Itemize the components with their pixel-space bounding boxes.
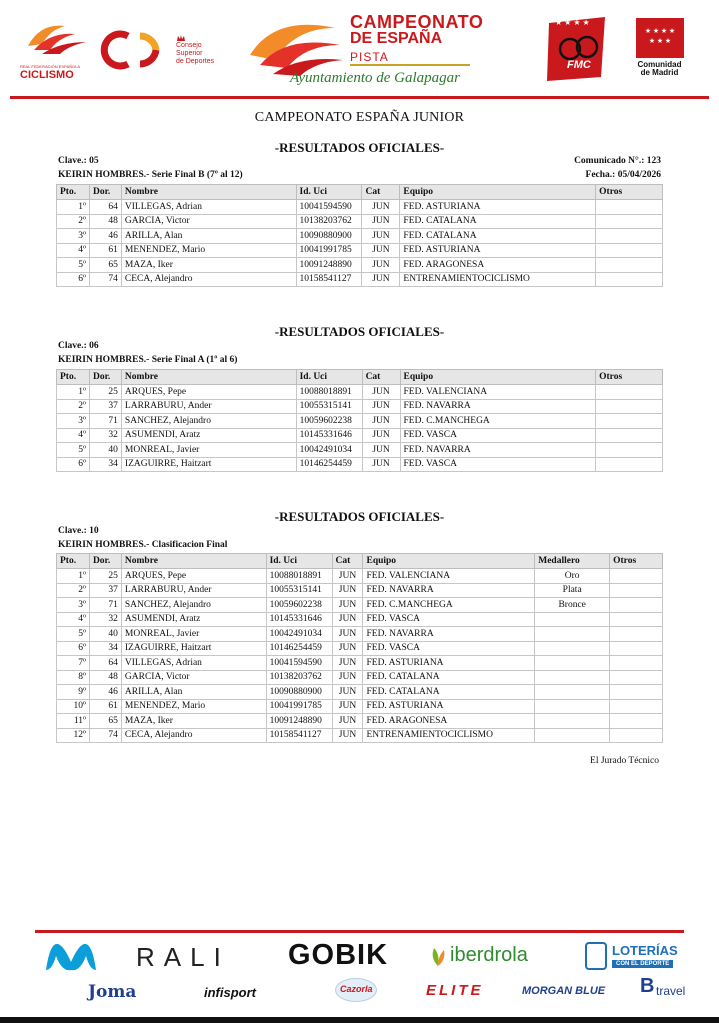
cell-nombre: CECA, Alejandro (121, 272, 296, 287)
cell-equipo: FED. C.MANCHEGA (400, 414, 596, 429)
cell-pto: 1º (57, 200, 90, 215)
cell-dor: 61 (89, 243, 121, 258)
col-pto: Pto. (57, 185, 90, 200)
section1-comunicado: Comunicado N°.: 123 (574, 156, 661, 166)
cell-pto: 4º (57, 612, 90, 627)
cell-equipo: FED. NAVARRA (400, 443, 596, 458)
cell-nombre: ARQUES, Pepe (121, 569, 266, 584)
cell-pto: 6º (57, 641, 90, 656)
section1-clave: Clave.: 05 (58, 156, 99, 166)
cell-equipo: FED. NAVARRA (400, 399, 596, 414)
header-divider (10, 96, 709, 99)
cell-dor: 37 (89, 583, 121, 598)
cell-otros (596, 214, 663, 229)
col-cat: Cat (362, 370, 400, 385)
table-row (57, 583, 663, 598)
cell-id-uci: 10042491034 (266, 627, 332, 642)
cell-equipo: FED. CATALANA (400, 214, 596, 229)
iberdrola-logo: iberdrola (450, 944, 528, 966)
cell-cat: JUN (332, 569, 363, 584)
cell-pto: 4º (57, 243, 90, 258)
cell-id-uci: 10059602238 (296, 414, 362, 429)
cell-dor: 48 (89, 670, 121, 685)
cell-otros (610, 685, 663, 700)
cell-equipo: FED. ARAGONESA (400, 258, 596, 273)
footer-divider (35, 930, 684, 933)
gobik-logo: GOBIK (288, 939, 389, 971)
col-equipo: Equipo (400, 185, 596, 200)
campeonato-divider (350, 64, 470, 66)
cell-nombre: SANCHEZ, Alejandro (121, 598, 266, 613)
cell-otros (596, 229, 663, 244)
results-table-2 (56, 369, 663, 472)
table-row (57, 457, 663, 472)
cell-dor: 40 (89, 443, 121, 458)
cell-nombre: CECA, Alejandro (121, 728, 266, 743)
table-row (57, 714, 663, 729)
cell-nombre: ARILLA, Alan (121, 229, 296, 244)
col-dor: Dor. (89, 185, 121, 200)
table-row (57, 272, 663, 287)
cell-pto: 7º (57, 656, 90, 671)
cell-equipo: FED. CATALANA (363, 670, 535, 685)
cell-otros (596, 457, 663, 472)
morgan-blue-logo: MORGAN BLUE (522, 985, 606, 997)
cell-id-uci: 10138203762 (296, 214, 362, 229)
table-row (57, 258, 663, 273)
cell-nombre: LARRABURU, Ander (121, 583, 266, 598)
cell-otros (596, 243, 663, 258)
galapagar-text: Ayuntamiento de Galapagar (290, 70, 460, 86)
comunidad-madrid-logo (632, 18, 687, 83)
cell-equipo: FED. ARAGONESA (363, 714, 535, 729)
cell-cat: JUN (362, 428, 400, 443)
section1-heading: -RESULTADOS OFICIALES- (274, 140, 445, 155)
col-dor: Dor. (89, 370, 121, 385)
section2-clave: Clave.: 06 (58, 341, 99, 351)
col-dor: Dor. (89, 554, 121, 569)
cell-cat: JUN (332, 714, 363, 729)
cell-nombre: MENENDEZ, Mario (121, 243, 296, 258)
table-row (57, 685, 663, 700)
cell-pto: 11º (57, 714, 90, 729)
cell-pto: 4º (57, 428, 90, 443)
fmc-shield-icon (545, 15, 610, 85)
table-row (57, 670, 663, 685)
table-row (57, 243, 663, 258)
cell-otros (610, 670, 663, 685)
cell-equipo: FED. NAVARRA (363, 627, 535, 642)
cell-otros (610, 569, 663, 584)
rfec-logo (20, 18, 95, 81)
fmc-text: FMC (567, 59, 591, 71)
cell-id-uci: 10158541127 (266, 728, 332, 743)
cell-otros (596, 443, 663, 458)
cell-nombre: IZAGUIRRE, Haitzart (121, 457, 296, 472)
cell-medallero: Bronce (535, 598, 610, 613)
cell-pto: 1º (57, 569, 90, 584)
cell-pto: 8º (57, 670, 90, 685)
cell-nombre: ARQUES, Pepe (121, 385, 296, 400)
cell-cat: JUN (362, 414, 400, 429)
cell-otros (610, 656, 663, 671)
col-id-uci: Id. Uci (296, 370, 362, 385)
cell-medallero: Oro (535, 569, 610, 584)
cell-dor: 34 (89, 641, 121, 656)
cell-dor: 32 (89, 612, 121, 627)
cell-id-uci: 10042491034 (296, 443, 362, 458)
cell-dor: 71 (89, 414, 121, 429)
table-row (57, 229, 663, 244)
infisport-logo: infisport (204, 985, 256, 1000)
cell-equipo: FED. VALENCIANA (400, 385, 596, 400)
cell-medallero (535, 656, 610, 671)
madrid-stars-icon: ★ ★ ★ ★ ★ ★ ★ (636, 18, 684, 58)
col-otros: Otros (610, 554, 663, 569)
section3-clave: Clave.: 10 (58, 526, 99, 536)
cell-id-uci: 10145331646 (266, 612, 332, 627)
campeonato-line1: CAMPEONATO (350, 12, 484, 32)
cell-cat: JUN (332, 685, 363, 700)
table-header (57, 554, 663, 569)
cell-dor: 64 (89, 656, 121, 671)
cam-line2: de Madrid (640, 68, 679, 77)
cell-dor: 48 (89, 214, 121, 229)
cell-equipo: FED. ASTURIANA (363, 699, 535, 714)
col-nombre: Nombre (121, 370, 296, 385)
csd-line3: de Deportes (176, 58, 215, 65)
bottom-bar (0, 1017, 719, 1023)
movistar-m-icon (42, 938, 100, 974)
col-medallero: Medallero (535, 554, 610, 569)
cell-pto: 10º (57, 699, 90, 714)
cell-equipo: FED. NAVARRA (363, 583, 535, 598)
cell-otros (596, 200, 663, 215)
table-row (57, 598, 663, 613)
cell-dor: 65 (89, 714, 121, 729)
cell-cat: JUN (362, 443, 400, 458)
movistar-logo (42, 938, 100, 974)
cell-cat: JUN (362, 258, 400, 273)
cell-cat: JUN (332, 670, 363, 685)
jurado-signature: El Jurado Técnico (590, 756, 659, 766)
table-body (57, 569, 663, 743)
cell-nombre: MAZA, Iker (121, 714, 266, 729)
table-row (57, 627, 663, 642)
cell-id-uci: 10091248890 (296, 258, 362, 273)
cell-id-uci: 10041594590 (296, 200, 362, 215)
cell-cat: JUN (362, 399, 400, 414)
cell-nombre: ASUMENDI, Aratz (121, 428, 296, 443)
svg-text:★ ★ ★ ★: ★ ★ ★ ★ (555, 18, 590, 27)
section1-fecha: Fecha.: 05/04/2026 (585, 170, 661, 180)
table-row (57, 428, 663, 443)
cell-cat: JUN (332, 598, 363, 613)
cell-nombre: IZAGUIRRE, Haitzart (121, 641, 266, 656)
csd-line2: Superior (176, 50, 203, 57)
cell-nombre: ARILLA, Alan (121, 685, 266, 700)
cell-id-uci: 10090880900 (266, 685, 332, 700)
cell-id-uci: 10088018891 (296, 385, 362, 400)
cell-dor: 71 (89, 598, 121, 613)
cazorla-logo: Cazorla (340, 984, 373, 994)
cell-otros (610, 598, 663, 613)
cell-cat: JUN (362, 272, 400, 287)
rfec-wings-icon (20, 18, 95, 58)
cell-otros (596, 428, 663, 443)
cell-pto: 3º (57, 229, 90, 244)
cell-otros (596, 258, 663, 273)
cell-id-uci: 10055315141 (296, 399, 362, 414)
cell-dor: 40 (89, 627, 121, 642)
col-pto: Pto. (57, 554, 90, 569)
cell-cat: JUN (332, 656, 363, 671)
cell-equipo: FED. C.MANCHEGA (363, 598, 535, 613)
section3-event: KEIRIN HOMBRES.- Clasificacion Final (58, 540, 228, 550)
campeonato-logo (245, 10, 505, 95)
col-cat: Cat (362, 185, 400, 200)
cell-pto: 5º (57, 443, 90, 458)
cell-cat: JUN (332, 627, 363, 642)
cell-medallero (535, 670, 610, 685)
cell-otros (596, 272, 663, 287)
cell-medallero (535, 699, 610, 714)
loterias-subtitle: CON EL DEPORTE (612, 960, 673, 968)
cell-cat: JUN (362, 229, 400, 244)
page-title: CAMPEONATO ESPAÑA JUNIOR (254, 110, 465, 125)
csd-logo (100, 30, 225, 75)
table-body (57, 200, 663, 287)
rfec-title: CICLISMO (20, 69, 74, 81)
cell-equipo: FED. CATALANA (400, 229, 596, 244)
cell-otros (610, 627, 663, 642)
col-nombre: Nombre (121, 554, 266, 569)
section1-event: KEIRIN HOMBRES.- Serie Final B (7º al 12) (58, 170, 243, 180)
cell-pto: 5º (57, 258, 90, 273)
cell-nombre: MONREAL, Javier (121, 443, 296, 458)
cell-pto: 3º (57, 598, 90, 613)
cell-id-uci: 10158541127 (296, 272, 362, 287)
elite-logo: ELITE (426, 982, 484, 999)
section2-event: KEIRIN HOMBRES.- Serie Final A (1º al 6) (58, 355, 238, 365)
cell-nombre: MENENDEZ, Mario (121, 699, 266, 714)
campeonato-line3: PISTA (350, 50, 389, 64)
cell-nombre: MAZA, Iker (121, 258, 296, 273)
cell-pto: 3º (57, 414, 90, 429)
cell-equipo: FED. ASTURIANA (400, 200, 596, 215)
cell-pto: 6º (57, 457, 90, 472)
cell-dor: 25 (89, 569, 121, 584)
cell-equipo: FED. CATALANA (363, 685, 535, 700)
cell-pto: 2º (57, 583, 90, 598)
cell-equipo: FED. VALENCIANA (363, 569, 535, 584)
cell-otros (610, 699, 663, 714)
rfec-subtitle: REAL FEDERACIÓN ESPAÑOLA (20, 64, 81, 69)
cell-medallero (535, 627, 610, 642)
cell-medallero (535, 714, 610, 729)
cell-dor: 32 (89, 428, 121, 443)
cell-id-uci: 10088018891 (266, 569, 332, 584)
csd-line1: Consejo (176, 42, 202, 49)
cell-pto: 12º (57, 728, 90, 743)
results-table-3 (56, 553, 663, 743)
cell-pto: 2º (57, 399, 90, 414)
cell-equipo: FED. VASCA (400, 428, 596, 443)
cell-dor: 25 (89, 385, 121, 400)
cell-medallero: Plata (535, 583, 610, 598)
csd-mark-icon (100, 30, 170, 70)
cell-equipo: FED. VASCA (363, 641, 535, 656)
cell-otros (610, 641, 663, 656)
table-row (57, 200, 663, 215)
col-nombre: Nombre (121, 185, 296, 200)
cell-otros (596, 399, 663, 414)
cell-dor: 34 (89, 457, 121, 472)
cell-nombre: VILLEGAS, Adrian (121, 656, 266, 671)
cell-otros (610, 583, 663, 598)
cell-otros (610, 612, 663, 627)
cell-id-uci: 10146254459 (296, 457, 362, 472)
table-row (57, 385, 663, 400)
cell-cat: JUN (332, 612, 363, 627)
cell-pto: 5º (57, 627, 90, 642)
cell-dor: 74 (89, 728, 121, 743)
table-row (57, 414, 663, 429)
cell-cat: JUN (362, 214, 400, 229)
cell-pto: 9º (57, 685, 90, 700)
cell-dor: 46 (89, 229, 121, 244)
loterias-icon (585, 942, 607, 970)
table-row (57, 569, 663, 584)
cell-cat: JUN (362, 243, 400, 258)
cell-id-uci: 10146254459 (266, 641, 332, 656)
results-table-1 (56, 184, 663, 287)
col-id-uci: Id. Uci (266, 554, 332, 569)
table-row (57, 641, 663, 656)
cell-id-uci: 10055315141 (266, 583, 332, 598)
cell-medallero (535, 728, 610, 743)
col-otros: Otros (596, 370, 663, 385)
fmc-logo (545, 15, 610, 85)
table-row (57, 728, 663, 743)
cell-equipo: FED. VASCA (363, 612, 535, 627)
table-body (57, 385, 663, 472)
cell-pto: 1º (57, 385, 90, 400)
cell-medallero (535, 685, 610, 700)
btravel-logo: travel (656, 984, 686, 998)
table-row (57, 699, 663, 714)
col-equipo: Equipo (400, 370, 596, 385)
rali-logo: RALI (136, 942, 230, 972)
table-row (57, 612, 663, 627)
crown-icon (176, 30, 186, 40)
cam-line1: Comunidad (637, 60, 682, 69)
cell-cat: JUN (332, 583, 363, 598)
cell-nombre: SANCHEZ, Alejandro (121, 414, 296, 429)
table-row (57, 656, 663, 671)
table-row (57, 443, 663, 458)
cell-cat: JUN (332, 699, 363, 714)
campeonato-line2: DE ESPAÑA (350, 30, 443, 47)
cell-nombre: LARRABURU, Ander (121, 399, 296, 414)
cell-otros (596, 385, 663, 400)
cell-id-uci: 10041594590 (266, 656, 332, 671)
cell-nombre: ASUMENDI, Aratz (121, 612, 266, 627)
table-header (57, 370, 663, 385)
cell-cat: JUN (362, 385, 400, 400)
cell-id-uci: 10091248890 (266, 714, 332, 729)
col-cat: Cat (332, 554, 363, 569)
cell-id-uci: 10041991785 (296, 243, 362, 258)
loterias-logo: LOTERÍAS (612, 943, 678, 958)
cell-cat: JUN (362, 200, 400, 215)
cell-id-uci: 10145331646 (296, 428, 362, 443)
table-header (57, 185, 663, 200)
cell-dor: 46 (89, 685, 121, 700)
joma-logo: Joma (88, 982, 137, 1002)
cell-nombre: MONREAL, Javier (121, 627, 266, 642)
cell-medallero (535, 641, 610, 656)
cell-dor: 74 (89, 272, 121, 287)
cell-nombre: GARCIA, Victor (121, 214, 296, 229)
cell-equipo: ENTRENAMIENTOCICLISMO (363, 728, 535, 743)
cell-otros (610, 714, 663, 729)
iberdrola-leaf-icon (428, 944, 448, 968)
cell-equipo: FED. VASCA (400, 457, 596, 472)
table-row (57, 214, 663, 229)
table-row (57, 399, 663, 414)
cell-dor: 37 (89, 399, 121, 414)
cell-equipo: FED. ASTURIANA (400, 243, 596, 258)
cell-dor: 61 (89, 699, 121, 714)
cell-dor: 64 (89, 200, 121, 215)
cell-pto: 6º (57, 272, 90, 287)
cell-pto: 2º (57, 214, 90, 229)
cell-equipo: FED. ASTURIANA (363, 656, 535, 671)
cell-id-uci: 10041991785 (266, 699, 332, 714)
col-pto: Pto. (57, 370, 90, 385)
cell-nombre: GARCIA, Victor (121, 670, 266, 685)
col-equipo: Equipo (363, 554, 535, 569)
cell-otros (596, 414, 663, 429)
cell-id-uci: 10138203762 (266, 670, 332, 685)
cell-cat: JUN (332, 641, 363, 656)
cell-id-uci: 10059602238 (266, 598, 332, 613)
col-id-uci: Id. Uci (296, 185, 362, 200)
cell-nombre: VILLEGAS, Adrian (121, 200, 296, 215)
section2-heading: -RESULTADOS OFICIALES- (274, 324, 445, 339)
cell-cat: JUN (362, 457, 400, 472)
btravel-b-icon: B (640, 975, 655, 997)
col-otros: Otros (596, 185, 663, 200)
section3-heading: -RESULTADOS OFICIALES- (274, 509, 445, 524)
cell-dor: 65 (89, 258, 121, 273)
cell-equipo: ENTRENAMIENTOCICLISMO (400, 272, 596, 287)
cell-medallero (535, 612, 610, 627)
cell-otros (610, 728, 663, 743)
cell-id-uci: 10090880900 (296, 229, 362, 244)
cell-cat: JUN (332, 728, 363, 743)
